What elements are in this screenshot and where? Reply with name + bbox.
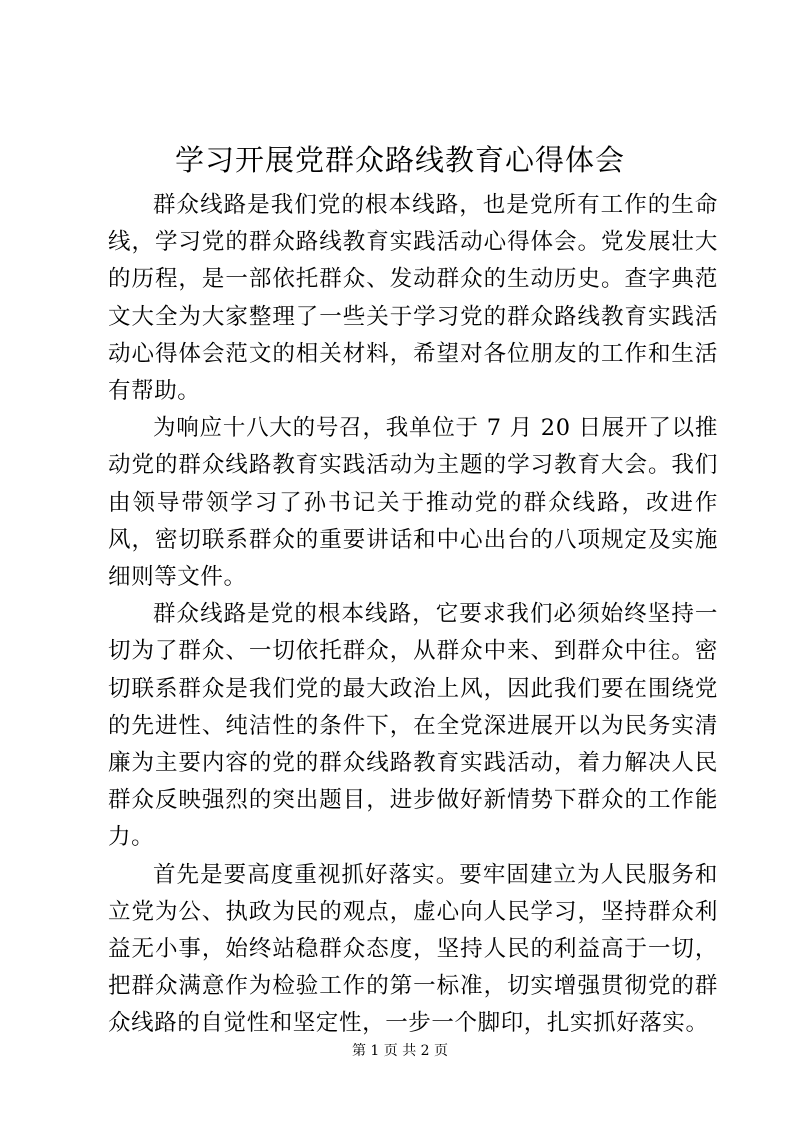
paragraph-3: 群众线路是党的根本线路，它要求我们必须始终坚持一切为了群众、一切依托群众，从群众中来、到群众中往。密切联系群众是我们党的最大政治上风，因此我们要在围绕党的先进性、纯洁性的条件下，在全党深进展开以为民务实清廉为主要内容的党的群众线路教育实践活动，着力解决人民群众反映强烈的突出题目，进步做好新情势下群众的工作能力。 [108,601,718,851]
page-number-footer: 第 1 页 共 2 页 [351,1043,449,1059]
document-title: 学习开展党群众路线教育心得体会 [174,143,625,177]
document-body [108,187,718,1043]
paragraph-1: 群众线路是我们党的根本线路，也是党所有工作的生命线，学习党的群众路线教育实践活动心得体会。党发展壮大的历程，是一部依托群众、发动群众的生动历史。查字典范文大全为大家整理了一些关于学习党的群众路线教育实践活动心得体会范文的相关材料，希望对各位朋友的工作和生活有帮助。 [108,192,718,405]
paragraph-4: 首先是要高度重视抓好落实。要牢固建立为人民服务和立党为公、执政为民的观点，虚心向人民学习，坚持群众利益无小事，始终站稳群众态度，坚持人民的利益高于一切，把群众满意作为检验工作的第一标准，切实增强贯彻党的群众线路的自觉性和坚定性，一步一个脚印，扎实抓好落实。 [108,861,718,1037]
paragraph-2: 为响应十八大的号召，我单位于 7 月 20 日展开了以推动党的群众线路教育实践活动为主题的学习教育大会。我们由领导带领学习了孙书记关于推动党的群众线路，改进作风，密切联系群众的重要讲话和中心出台的八项规定及实施细则等文件。 [108,415,718,591]
